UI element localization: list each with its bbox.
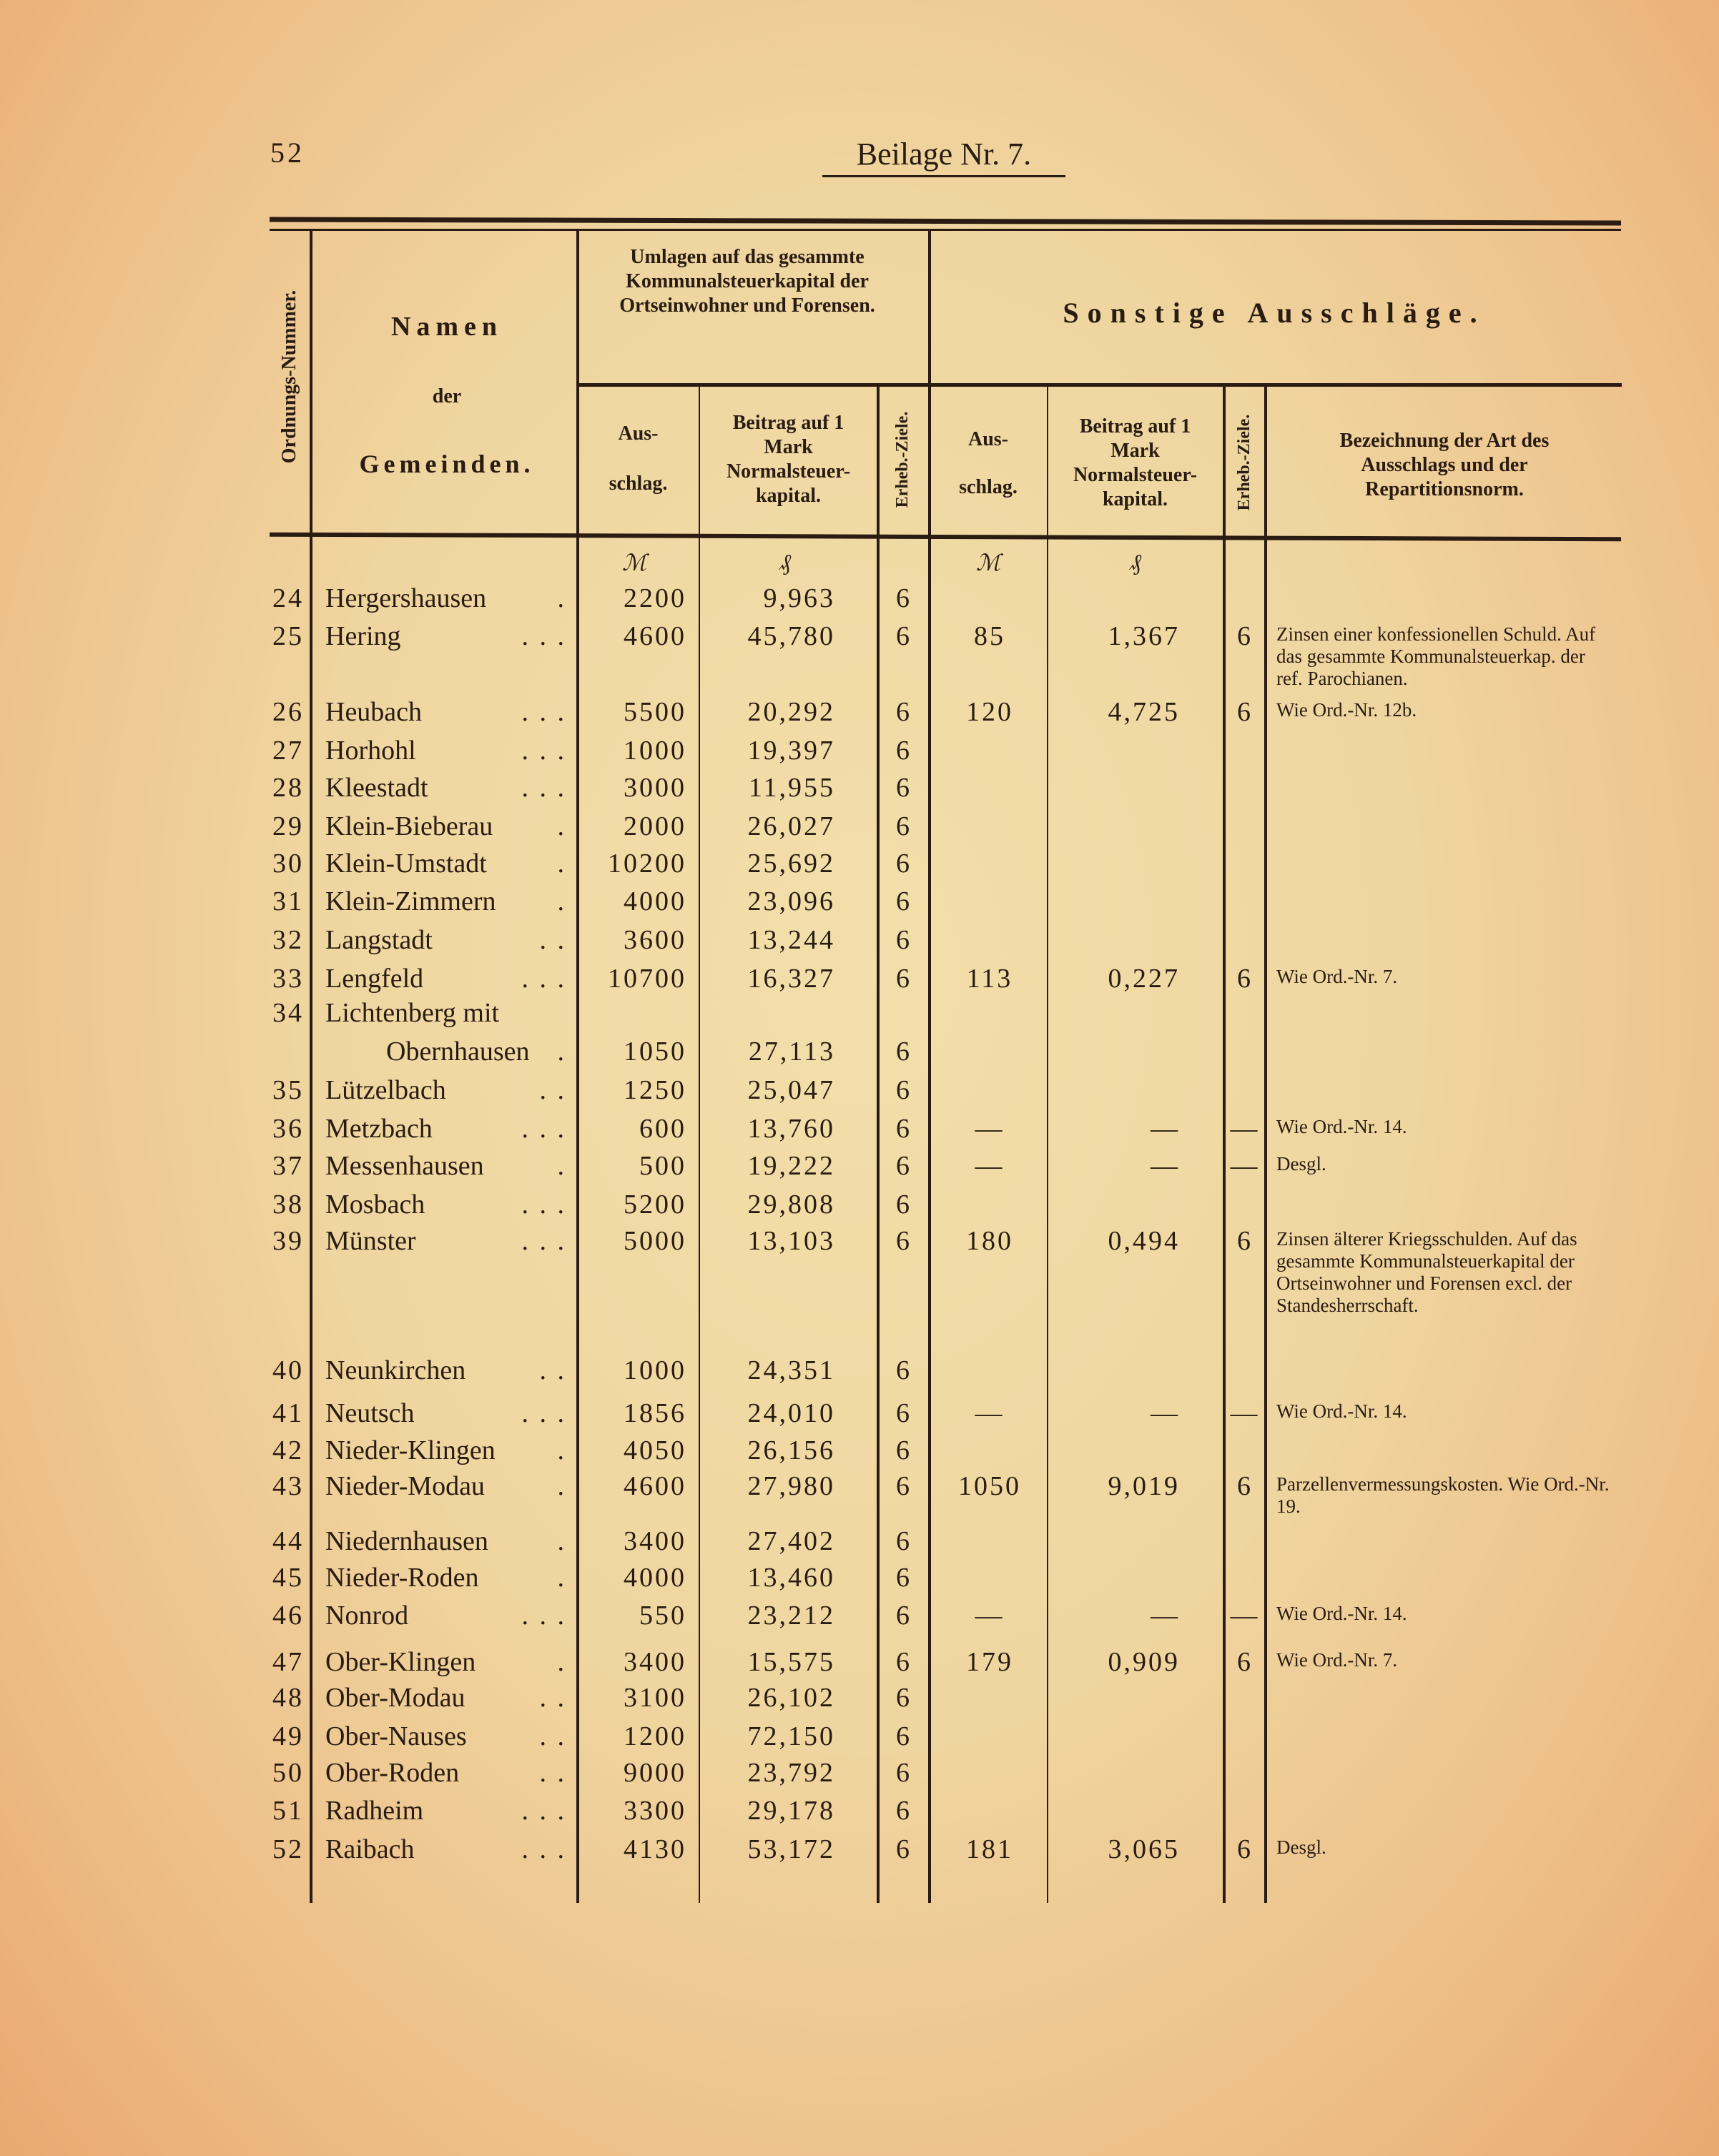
beitrag: 15,575 [747,1647,835,1677]
erhebziele: 6 [896,1398,912,1428]
gemeinde-name: Hergershausen [325,583,487,613]
gemeinde-name: Ober-Roden [325,1758,460,1788]
ordnungsnummer: 28 [272,773,304,803]
gemeinde-name: Niedernhausen [325,1526,488,1556]
erhebziele: 6 [896,1151,912,1181]
ordnungsnummer: 41 [272,1398,304,1428]
gemeinde-name: Horhohl [325,736,416,766]
col-divider [699,386,700,1903]
leader-dots: . [557,583,566,613]
ordnungsnummer: 34 [272,998,304,1028]
header-name-1: Namen [390,312,503,342]
beitrag: 24,351 [747,1355,835,1385]
leader-dots: . . . [521,1601,566,1631]
ordnungsnummer: 25 [272,621,304,651]
col-divider [1264,386,1267,1903]
leader-dots: . . . [521,1398,566,1428]
ausschlag: 550 [639,1601,686,1631]
erhebziele: 6 [896,1037,912,1067]
gemeinde-name: Lützelbach [325,1075,446,1105]
beitrag: 13,244 [747,925,835,955]
leader-dots: . . . [521,773,566,803]
ausschlag-2: — [975,1601,1005,1631]
ausschlag-2: 85 [974,621,1005,651]
gemeinde-name: Lichtenberg mit [325,998,500,1028]
ordnungsnummer: 35 [272,1075,304,1105]
beitrag-2: — [1151,1114,1180,1144]
gemeinde-name: Hering [325,621,401,651]
ausschlag: 1000 [624,1355,686,1385]
beitrag: 25,047 [747,1075,835,1105]
ausschlag: 9000 [624,1758,686,1788]
gemeinde-name: Neutsch [325,1398,415,1428]
beitrag: 23,212 [747,1601,835,1631]
leader-dots: . . [539,1355,566,1385]
bezeichnung-note: Zinsen älterer Kriegsschulden. Auf das gesammte Kommunalsteuerkapital der Ortseinwohner und Forensen excl. der Standesherrschaft. [1276,1228,1577,1316]
beitrag: 19,397 [747,736,835,766]
header-bottom-rule [270,533,1621,542]
gemeinde-name: Nieder-Klingen [325,1435,496,1465]
leader-dots: . . [539,1683,566,1713]
beitrag-2: 1,367 [1108,621,1180,651]
gemeinde-name: Lengfeld [325,964,424,994]
beitrag-2: 3,065 [1108,1834,1180,1864]
beitrag-2: 9,019 [1108,1471,1180,1501]
erhebziele-2: 6 [1237,621,1253,651]
erhebziele: 6 [896,964,912,994]
erhebziele: 6 [896,1075,912,1105]
ausschlag: 4130 [624,1834,686,1864]
header-group-sonstige: Sonstige Ausschläge. [1063,297,1486,329]
erhebziele-2: 6 [1237,697,1253,727]
beitrag-2: — [1151,1601,1180,1631]
erhebziele-2: 6 [1237,1226,1253,1256]
ordnungsnummer: 26 [272,697,304,727]
beitrag: 72,150 [747,1721,835,1751]
ausschlag: 3300 [624,1796,686,1826]
ausschlag: 5500 [624,697,686,727]
leader-dots: . . . [521,1226,566,1256]
erhebziele: 6 [896,1226,912,1256]
erhebziele: 6 [896,1796,912,1826]
header-name-3: Gemeinden. [359,450,535,478]
header-ordnungsnummer: Ordnungs-Nummer. [278,290,300,464]
erhebziele: 6 [896,1834,912,1864]
beitrag: 25,692 [747,849,835,879]
beitrag: 53,172 [747,1834,835,1864]
ausschlag-2: 1050 [958,1471,1021,1501]
ausschlag: 4050 [624,1435,686,1465]
ausschlag: 3100 [624,1683,686,1713]
beitrag-2: 0,909 [1108,1647,1180,1677]
header-aus-2b: schlag. [959,476,1018,498]
bezeichnung-note: Zinsen einer konfessionellen Schuld. Auf das gesammte Kommunalsteuerkap. der ref. Parochianen. [1276,623,1596,689]
beitrag: 13,760 [747,1114,835,1144]
page-title: Beilage Nr. 7. [822,136,1065,177]
beitrag: 27,113 [748,1037,835,1067]
beitrag: 26,102 [747,1683,835,1713]
ausschlag: 3400 [624,1647,686,1677]
erhebziele: 6 [896,1190,912,1220]
gemeinde-name: Ober-Klingen [325,1647,476,1677]
ordnungsnummer: 44 [272,1526,304,1556]
header-aus-1b: schlag. [609,473,668,495]
gemeinde-name: Nonrod [325,1601,409,1631]
bezeichnung-note: Wie Ord.-Nr. 14. [1276,1116,1407,1137]
ausschlag: 10700 [608,964,686,994]
ordnungsnummer: 33 [272,964,304,994]
erhebziele: 6 [896,1526,912,1556]
ordnungsnummer: 52 [272,1834,304,1864]
ausschlag: 3400 [624,1526,686,1556]
gemeinde-name: Raibach [325,1834,415,1864]
erhebziele-2: — [1230,1151,1260,1181]
leader-dots: . [557,1647,566,1677]
leader-dots: . [557,1526,566,1556]
gemeinde-name: Ober-Modau [325,1683,466,1713]
leader-dots: . . . [521,964,566,994]
gemeinde-name: Klein-Zimmern [325,886,496,916]
beitrag: 26,027 [747,811,835,841]
ausschlag-2: — [975,1398,1005,1428]
leader-dots: . [557,886,566,916]
ausschlag: 3600 [624,925,686,955]
page-number: 52 [270,137,305,169]
erhebziele: 6 [896,583,912,613]
top-rule-thin [270,229,1621,231]
gemeinde-name: Kleestadt [325,773,428,803]
ordnungsnummer: 27 [272,736,304,766]
ausschlag-2: 120 [966,697,1013,727]
beitrag: 29,178 [747,1796,835,1826]
leader-dots: . [557,1435,566,1465]
gemeinde-name: Nieder-Roden [325,1563,479,1593]
erhebziele: 6 [896,1355,912,1385]
unit-pf-1: ₰ [779,549,791,575]
erhebziele-2: 6 [1237,1834,1253,1864]
beitrag: 23,792 [747,1758,835,1788]
erhebziele: 6 [896,1563,912,1593]
leader-dots: . . [539,1075,566,1105]
col-divider [877,386,880,1903]
header-erheb-2: Erheb.-Ziele. [1235,414,1253,511]
ordnungsnummer: 51 [272,1796,304,1826]
ausschlag: 1000 [624,736,686,766]
bezeichnung-note: Desgl. [1276,1836,1326,1858]
beitrag: 29,808 [747,1190,835,1220]
leader-dots: . . . [521,697,566,727]
header-name-2: der [432,385,462,407]
gemeinde-name: Metzbach [325,1114,433,1144]
ausschlag-2: 181 [966,1834,1013,1864]
gemeinde-name: Messenhausen [325,1151,484,1181]
ausschlag: 10200 [608,849,686,879]
leader-dots: . . . [521,736,566,766]
leader-dots: . . . [521,1834,566,1864]
ordnungsnummer: 32 [272,925,304,955]
ausschlag: 2000 [624,811,686,841]
leader-dots: . . . [521,1796,566,1826]
ordnungsnummer: 48 [272,1683,304,1713]
gemeinde-name: Obernhausen [386,1037,530,1067]
beitrag: 13,103 [747,1226,835,1256]
ordnungsnummer: 46 [272,1601,304,1631]
header-erheb-1: Erheb.-Ziele. [893,411,912,508]
beitrag-2: — [1151,1398,1180,1428]
ausschlag: 500 [639,1151,686,1181]
ausschlag: 5000 [624,1226,686,1256]
leader-dots: . . . [521,1114,566,1144]
bezeichnung-note: Wie Ord.-Nr. 14. [1276,1400,1407,1422]
col-divider [1047,386,1048,1903]
erhebziele-2: — [1230,1398,1260,1428]
gemeinde-name: Münster [325,1226,416,1256]
erhebziele-2: 6 [1237,1647,1253,1677]
ausschlag-2: — [975,1151,1005,1181]
erhebziele: 6 [896,886,912,916]
leader-dots: . . [539,925,566,955]
gemeinde-name: Klein-Umstadt [325,849,487,879]
ausschlag-2: — [975,1114,1005,1144]
ausschlag-2: 180 [966,1226,1013,1256]
leader-dots: . . [539,1758,566,1788]
bezeichnung-note: Wie Ord.-Nr. 7. [1276,966,1398,987]
ordnungsnummer: 42 [272,1435,304,1465]
ausschlag-2: 179 [966,1647,1013,1677]
gemeinde-name: Radheim [325,1796,424,1826]
erhebziele: 6 [896,1758,912,1788]
ausschlag: 5200 [624,1190,686,1220]
leader-dots: . . . [521,1190,566,1220]
erhebziele: 6 [896,925,912,955]
bezeichnung-note: Parzellenvermessungskosten. Wie Ord.-Nr. 19. [1276,1473,1610,1517]
beitrag: 16,327 [747,964,835,994]
leader-dots: . . [539,1721,566,1751]
ordnungsnummer: 45 [272,1563,304,1593]
beitrag: 27,402 [747,1526,835,1556]
beitrag-2: 0,227 [1108,964,1180,994]
ordnungsnummer: 24 [272,583,304,613]
col-divider [310,230,312,1903]
ordnungsnummer: 47 [272,1647,304,1677]
ausschlag: 1200 [624,1721,686,1751]
ordnungsnummer: 30 [272,849,304,879]
header-aus-2a: Aus- [967,428,1008,450]
erhebziele: 6 [896,1114,912,1144]
top-rule [270,217,1621,226]
erhebziele: 6 [896,811,912,841]
ordnungsnummer: 43 [272,1471,304,1501]
beitrag: 45,780 [747,621,835,651]
beitrag: 11,955 [748,773,835,803]
ordnungsnummer: 39 [272,1226,304,1256]
beitrag: 27,980 [747,1471,835,1501]
leader-dots: . [557,1037,566,1067]
ausschlag: 4000 [624,886,686,916]
bezeichnung-note: Wie Ord.-Nr. 7. [1276,1649,1398,1671]
leader-dots: . . . [521,621,566,651]
beitrag: 23,096 [747,886,835,916]
erhebziele: 6 [896,1601,912,1631]
beitrag-2: 4,725 [1108,697,1180,727]
ausschlag: 4000 [624,1563,686,1593]
ordnungsnummer: 38 [272,1190,304,1220]
gemeinde-name: Nieder-Modau [325,1471,485,1501]
beitrag: 26,156 [747,1435,835,1465]
beitrag-2: — [1151,1151,1180,1181]
erhebziele: 6 [896,621,912,651]
erhebziele: 6 [896,849,912,879]
erhebziele: 6 [896,736,912,766]
ausschlag: 2200 [624,583,686,613]
gemeinde-name: Heubach [325,697,423,727]
erhebziele-2: 6 [1237,1471,1253,1501]
subheader-rule [578,383,1622,387]
header-aus-1a: Aus- [618,422,659,445]
beitrag: 20,292 [747,697,835,727]
ordnungsnummer: 31 [272,886,304,916]
erhebziele-2: — [1230,1601,1260,1631]
erhebziele: 6 [896,1647,912,1677]
header-beitrag-1: Beitrag auf 1 Mark Normalsteuer-kapital. [726,412,851,507]
ordnungsnummer: 29 [272,811,304,841]
ausschlag: 1050 [624,1037,686,1067]
ordnungsnummer: 37 [272,1151,304,1181]
ausschlag: 4600 [624,1471,686,1501]
ordnungsnummer: 49 [272,1721,304,1751]
unit-mark-2: ℳ [976,550,1001,575]
bezeichnung-note: Wie Ord.-Nr. 12b. [1276,699,1417,721]
gemeinde-name: Langstadt [325,925,433,955]
ausschlag: 4600 [624,621,686,651]
leader-dots: . [557,1563,566,1593]
leader-dots: . [557,1151,566,1181]
ausschlag: 1250 [624,1075,686,1105]
erhebziele: 6 [896,697,912,727]
bezeichnung-note: Desgl. [1276,1153,1326,1175]
ausschlag-2: 113 [966,964,1013,994]
erhebziele: 6 [896,1471,912,1501]
gemeinde-name: Ober-Nauses [325,1721,467,1751]
erhebziele-2: — [1230,1114,1260,1144]
unit-pf-2: ₰ [1130,549,1141,575]
beitrag-2: 0,494 [1108,1226,1180,1256]
header-bezeichnung: Bezeichnung der Art des Ausschlags und der Repartitionsnorm. [1339,430,1550,500]
leader-dots: . [557,849,566,879]
erhebziele-2: 6 [1237,964,1253,994]
bezeichnung-note: Wie Ord.-Nr. 14. [1276,1603,1407,1624]
gemeinde-name: Mosbach [325,1190,425,1220]
beitrag: 19,222 [747,1151,835,1181]
leader-dots: . [557,1471,566,1501]
gemeinde-name: Klein-Bieberau [325,811,493,841]
erhebziele: 6 [896,773,912,803]
ordnungsnummer: 36 [272,1114,304,1144]
erhebziele: 6 [896,1435,912,1465]
ausschlag: 3000 [624,773,686,803]
ordnungsnummer: 40 [272,1355,304,1385]
gemeinde-name: Neunkirchen [325,1355,466,1385]
beitrag: 13,460 [747,1563,835,1593]
erhebziele: 6 [896,1683,912,1713]
leader-dots: . [557,811,566,841]
ausschlag: 600 [639,1114,686,1144]
beitrag: 9,963 [763,583,835,613]
ordnungsnummer: 50 [272,1758,304,1788]
header-beitrag-2: Beitrag auf 1 Mark Normalsteuer-kapital. [1073,415,1198,510]
ausschlag: 1856 [624,1398,686,1428]
erhebziele: 6 [896,1721,912,1751]
beitrag: 24,010 [747,1398,835,1428]
header-group-umlagen: Umlagen auf das gesammte Kommunalsteuerkapital der Ortseinwohner und Forensen. [619,246,875,317]
unit-mark-1: ℳ [622,550,647,575]
